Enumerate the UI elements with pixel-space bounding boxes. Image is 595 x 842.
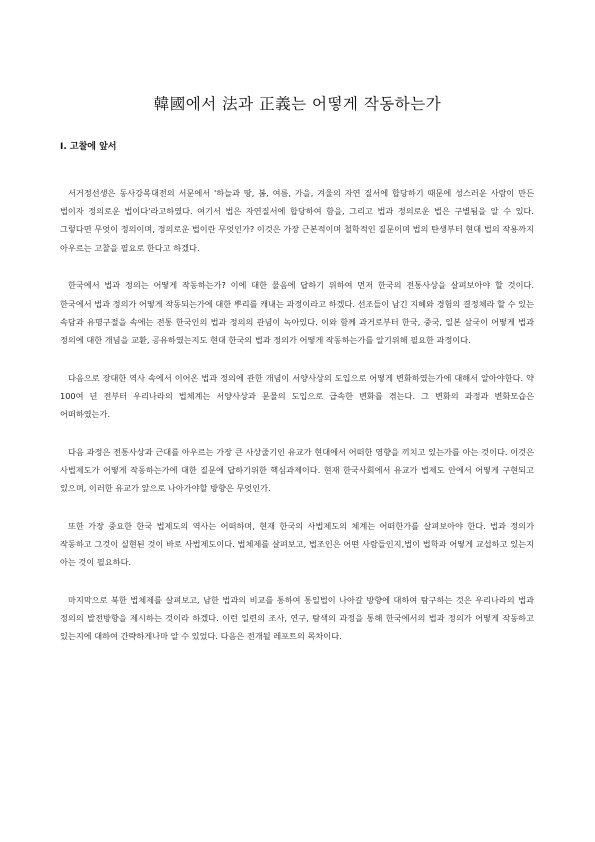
paragraph: 다음으로 장대한 역사 속에서 이어온 법과 정의에 관한 개념이 서양사상의 도입으로 어떻게 변화하였는가에 대해서 알아야한다. 약 100여 년 전부터 우리나라의 법체계는 서양사상과 문물의 도입으로 급속한 변화를 겪는다. 그 변화의 과정과 변화모습은 어떠하였는가. <box>60 372 534 420</box>
paragraph: 한국에서 법과 정의는 어떻게 작동하는가? 이에 대한 물음에 답하기 위하여 먼저 한국의 전통사상을 살펴보아야 할 것이다. 한국에서 법과 정의가 어떻게 작동되는가에 대한 뿌리를 캐내는 과정이라고 하겠다. 선조들이 남긴 지혜와 경험의 결정체라 할 수 있는 속담과 유명구절을 속에는 전통 한국인의 법과 정의의 관념이 녹아있다. 이와 함께 과거로부터 한국, 중국, 일본 삼국이 어떻게 법과 정의에 대한 개념을 교환, 공유하였는지도 현대 한국의 법과 정의가 어떻게 작동하는가를 알기위해 필요한 과정이다. <box>60 280 534 345</box>
paragraph: 마지막으로 북한 법체제를 살펴보고, 남한 법과의 비교를 통하여 통일법이 나아갈 방향에 대하여 탐구하는 것은 우리나라의 법과 정의의 발전방향을 제시하는 것이라 하겠다. 이런 일련의 조사, 연구, 탐색의 과정을 통해 한국에서의 법과 정의가 어떻게 작동하고 있는지에 대하여 간략하게나마 알 수 있었다. 다음은 전개될 레포트의 목차이다. <box>60 594 534 642</box>
section-heading: Ⅰ. 고찰에 앞서 <box>60 142 117 152</box>
paragraph: 서거정선생은 동사강목대전의 서문에서 '하늘과 땅, 봄, 여름, 가을, 겨울의 자연 질서에 합당하기 때문에 성스러운 사람이 만든 법이자 정의로운 법이다'라고하였다. 여기서 법은 자연질서에 합당하여 함을, 그리고 법과 정의로운 법은 구별됨을 알 수 있다. 그렇다면 무엇이 정의이며, 정의로운 법이란 무엇인가? 이것은 가장 근본적이며 철학적인 질문이며 법의 탄생부터 현대 법의 작용까지 아우르는 고찰을 필요로 한다고 하겠다. <box>60 188 534 253</box>
paragraph: 다음 과정은 전통사상과 근대를 아우르는 가장 큰 사상줄기인 유교가 현대에서 어떠한 영향을 끼치고 있는가를 아는 것이다. 이것은 사법제도가 어떻게 작동하는가에 대한 질문에 답하기위한 핵심과제이다. 현재 한국사회에서 유교가 법제도 안에서 어떻게 구현되고 있으며, 이러한 유교가 앞으로 나아가야할 방향은 무엇인가. <box>60 446 534 494</box>
document-title: 韓國에서 法과 正義는 어떻게 작동하는가 <box>153 95 442 113</box>
paragraph: 또한 가장 중요한 한국 법제도의 역사는 어떠하며, 현재 한국의 사법제도의 체계는 어떠한가를 살펴보아야 한다. 법과 정의가 작동하고 그것이 실현된 것이 바로 사법제도이다. 법체제를 살펴보고, 법조인은 어떤 사람들인지,법이 법학과 어떻게 교섭하고 있는지 아는 것이 필요하다. <box>60 520 534 568</box>
body-text <box>60 184 534 665</box>
